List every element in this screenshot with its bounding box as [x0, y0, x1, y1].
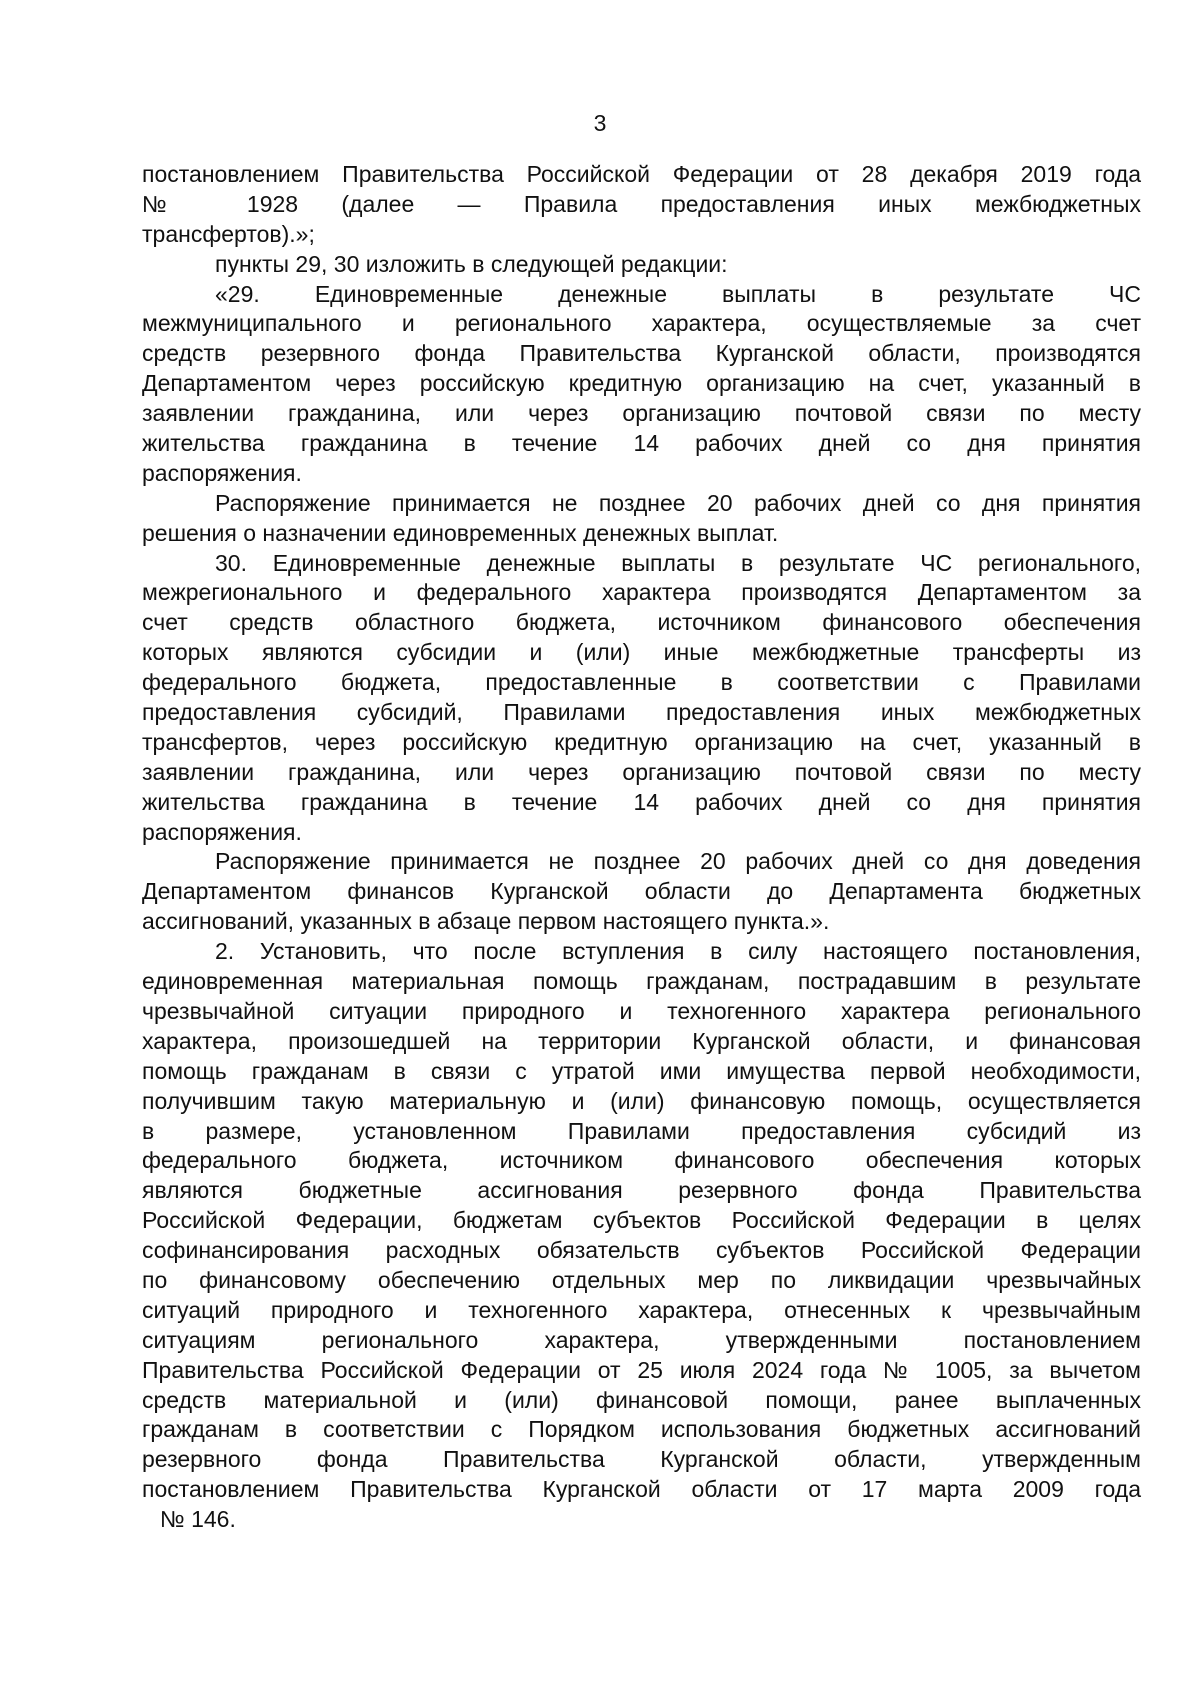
text-line: которых являются субсидии и (или) иные межбюджетные трансферты из	[142, 639, 1141, 666]
text-line: распоряжения.	[142, 818, 302, 845]
text-line: Распоряжение принимается не позднее 20 рабочих дней со дня принятия	[215, 489, 1141, 516]
text-line: заявлении гражданина, или через организацию почтовой связи по месту	[142, 758, 1141, 785]
text-line: постановлением Правительства Курганской области от 17 марта 2009 года	[142, 1476, 1141, 1503]
text-line: Распоряжение принимается не позднее 20 рабочих дней со дня доведения	[215, 848, 1141, 875]
text-line: средств материальной и (или) финансовой помощи, ранее выплаченных	[142, 1386, 1141, 1413]
text-line: Российской Федерации, бюджетам субъектов Российской Федерации в целях	[142, 1207, 1141, 1234]
text-line: «29. Единовременные денежные выплаты в результате ЧС	[215, 280, 1141, 307]
text-line: софинансирования расходных обязательств субъектов Российской Федерации	[142, 1237, 1141, 1264]
text-line: чрезвычайной ситуации природного и техногенного характера регионального	[142, 997, 1141, 1024]
text-line: гражданам в соответствии с Порядком использования бюджетных ассигнований	[142, 1416, 1141, 1443]
text-line: резервного фонда Правительства Курганской области, утвержденным	[142, 1446, 1141, 1473]
text-line: межрегионального и федерального характера производятся Департаментом за	[142, 579, 1141, 606]
text-line: получившим такую материальную и (или) финансовую помощь, осуществляется	[142, 1087, 1141, 1114]
text-line: трансфертов, через российскую кредитную организацию на счет, указанный в	[142, 728, 1141, 755]
document-body	[142, 160, 1141, 1535]
text-line: счет средств областного бюджета, источником финансового обеспечения	[142, 609, 1141, 636]
text-line: трансфертов).»;	[142, 220, 315, 247]
text-line: постановлением Правительства Российской Федерации от 28 декабря 2019 года	[142, 161, 1141, 187]
text-line: пункты 29, 30 изложить в следующей редакции:	[215, 250, 728, 277]
text-line: жительства гражданина в течение 14 рабочих дней со дня принятия	[142, 788, 1141, 815]
text-line: ситуациям регионального характера, утвержденными постановлением	[142, 1326, 1141, 1353]
text-line: по финансовому обеспечению отдельных мер по ликвидации чрезвычайных	[142, 1266, 1141, 1293]
text-line: федерального бюджета, предоставленные в соответствии с Правилами	[142, 669, 1141, 696]
text-line: ассигнований, указанных в абзаце первом настоящего пункта.».	[142, 908, 830, 935]
text-line: 30. Единовременные денежные выплаты в результате ЧС регионального,	[215, 549, 1141, 576]
text-line: Департаментом через российскую кредитную организацию на счет, указанный в	[142, 370, 1141, 397]
page-number: 3	[593, 110, 607, 136]
text-line: средств резервного фонда Правительства Курганской области, производятся	[142, 340, 1141, 367]
text-line: жительства гражданина в течение 14 рабочих дней со дня принятия	[142, 430, 1141, 457]
text-line: федерального бюджета, источником финансового обеспечения которых	[142, 1147, 1141, 1174]
text-line: Правительства Российской Федерации от 25 июля 2024 года № 1005, за вычетом	[142, 1356, 1141, 1383]
text-line: № 1928 (далее — Правила предоставления иных межбюджетных	[142, 190, 1141, 217]
text-line: решения о назначении единовременных денежных выплат.	[142, 519, 779, 546]
text-line: ситуаций природного и техногенного характера, отнесенных к чрезвычайным	[142, 1296, 1141, 1323]
text-line: Департаментом финансов Курганской области до Департамента бюджетных	[142, 878, 1141, 905]
text-line: характера, произошедшей на территории Курганской области, и финансовая	[142, 1027, 1141, 1054]
text-line: заявлении гражданина, или через организацию почтовой связи по месту	[142, 400, 1141, 427]
text-line: межмуниципального и регионального характера, осуществляемые за счет	[142, 310, 1141, 337]
text-line: № 146.	[160, 1506, 236, 1533]
text-line: помощь гражданам в связи с утратой ими имущества первой необходимости,	[142, 1057, 1141, 1084]
text-line: 2. Установить, что после вступления в силу настоящего постановления,	[215, 938, 1141, 965]
text-line: единовременная материальная помощь гражданам, пострадавшим в результате	[142, 968, 1141, 995]
text-line: являются бюджетные ассигнования резервного фонда Правительства	[142, 1177, 1141, 1204]
text-line: распоряжения.	[142, 459, 302, 486]
text-line: предоставления субсидий, Правилами предоставления иных межбюджетных	[142, 699, 1141, 726]
text-line: в размере, установленном Правилами предоставления субсидий из	[142, 1117, 1141, 1144]
